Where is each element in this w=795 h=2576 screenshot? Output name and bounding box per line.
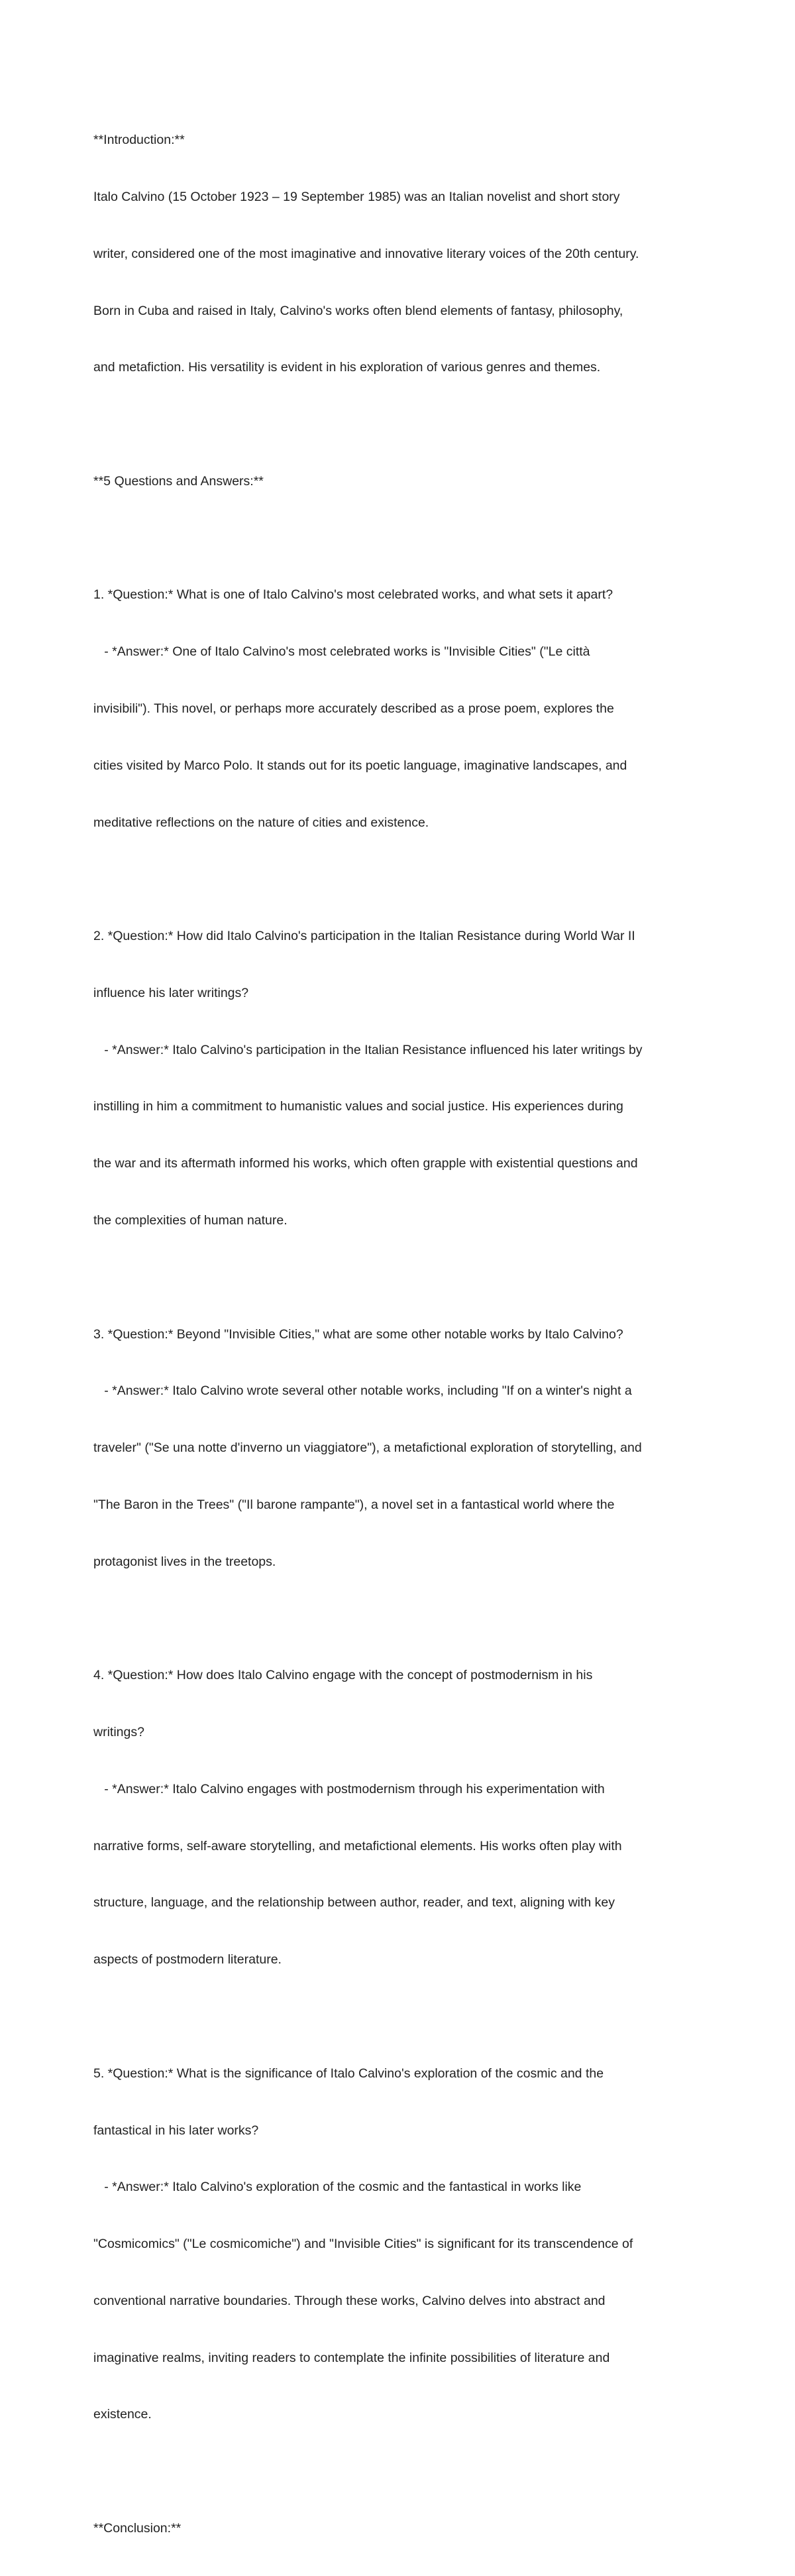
blank-line: [93, 2462, 706, 2481]
q5-answer-line-5: existence.: [93, 2407, 152, 2422]
blank-line: [93, 870, 706, 889]
q1-answer-line-4: meditative reflections on the nature of cities and existence.: [93, 815, 429, 830]
q4-answer-line-4: aspects of postmodern literature.: [93, 1952, 282, 1967]
qa-heading: **5 Questions and Answers:**: [93, 473, 264, 489]
q1-answer-line-3: cities visited by Marco Polo. It stands out for its poetic language, imaginative landscapes, and: [93, 758, 627, 773]
q2-answer-line-3: the war and its aftermath informed his works, which often grapple with existential questions and: [93, 1156, 638, 1171]
conclusion-heading: **Conclusion:**: [93, 2521, 182, 2536]
q3-answer-line-1: - *Answer:* Italo Calvino wrote several other notable works, including "If on a winter's night a: [93, 1383, 632, 1399]
q5-answer-line-1: - *Answer:* Italo Calvino's exploration of the cosmic and the fantastical in works like: [93, 2180, 582, 2195]
q5-question-line-1: 5. *Question:* What is the significance of Italo Calvino's exploration of the cosmic and the: [93, 2066, 604, 2081]
q3-question: 3. *Question:* Beyond "Invisible Cities," what are some other notable works by Italo Calvino?: [93, 1326, 623, 1342]
intro-line-1: Italo Calvino (15 October 1923 – 19 September 1985) was an Italian novelist and short story: [93, 189, 620, 204]
q3-answer-line-2: traveler" ("Se una notte d'inverno un viaggiatore"), a metafictional exploration of storytelling, and: [93, 1440, 642, 1456]
q4-answer-line-2: narrative forms, self-aware storytelling, and metafictional elements. His works often play with: [93, 1838, 622, 1853]
q5-question-line-2: fantastical in his later works?: [93, 2123, 259, 2138]
intro-line-3: Born in Cuba and raised in Italy, Calvino's works often blend elements of fantasy, philosophy,: [93, 303, 623, 318]
q2-answer-line-4: the complexities of human nature.: [93, 1213, 288, 1228]
intro-line-4: and metafiction. His versatility is evident in his exploration of various genres and themes.: [93, 360, 601, 375]
q3-answer-line-3: "The Baron in the Trees" ("Il barone rampante"), a novel set in a fantastical world where the: [93, 1497, 615, 1512]
blank-line: [93, 415, 706, 434]
q4-question-line-2: writings?: [93, 1725, 144, 1740]
q2-answer-line-2: instilling in him a commitment to humanistic values and social justice. His experiences during: [93, 1099, 623, 1114]
q2-answer-line-1: - *Answer:* Italo Calvino's participation in the Italian Resistance influenced his later writings by: [93, 1042, 643, 1057]
q2-question-line-2: influence his later writings?: [93, 985, 249, 1000]
intro-heading: **Introduction:**: [93, 133, 185, 148]
q5-answer-line-3: conventional narrative boundaries. Through these works, Calvino delves into abstract and: [93, 2293, 606, 2308]
document-body: [93, 93, 706, 2576]
q2-question-line-1: 2. *Question:* How did Italo Calvino's participation in the Italian Resistance during World War II: [93, 929, 635, 944]
q4-question-line-1: 4. *Question:* How does Italo Calvino engage with the concept of postmodernism in his: [93, 1668, 593, 1683]
blank-line: [93, 529, 706, 548]
q4-answer-line-1: - *Answer:* Italo Calvino engages with postmodernism through his experimentation with: [93, 1781, 605, 1796]
q5-answer-line-2: "Cosmicomics" ("Le cosmicomiche") and "Invisible Cities" is significant for its transcendence of: [93, 2237, 633, 2252]
q1-answer-line-1: - *Answer:* One of Italo Calvino's most celebrated works is "Invisible Cities" ("Le città: [93, 644, 590, 660]
blank-line: [93, 1610, 706, 1629]
blank-line: [93, 1268, 706, 1287]
q1-question: 1. *Question:* What is one of Italo Calvino's most celebrated works, and what sets it apart?: [93, 587, 613, 603]
blank-line: [93, 2007, 706, 2026]
q5-answer-line-4: imaginative realms, inviting readers to contemplate the infinite possibilities of literature and: [93, 2350, 610, 2365]
intro-line-2: writer, considered one of the most imaginative and innovative literary voices of the 20th century.: [93, 246, 639, 261]
q4-answer-line-3: structure, language, and the relationship between author, reader, and text, aligning with key: [93, 1895, 615, 1910]
q3-answer-line-4: protagonist lives in the treetops.: [93, 1554, 276, 1569]
q1-answer-line-2: invisibili"). This novel, or perhaps more accurately described as a prose poem, explores the: [93, 701, 614, 716]
